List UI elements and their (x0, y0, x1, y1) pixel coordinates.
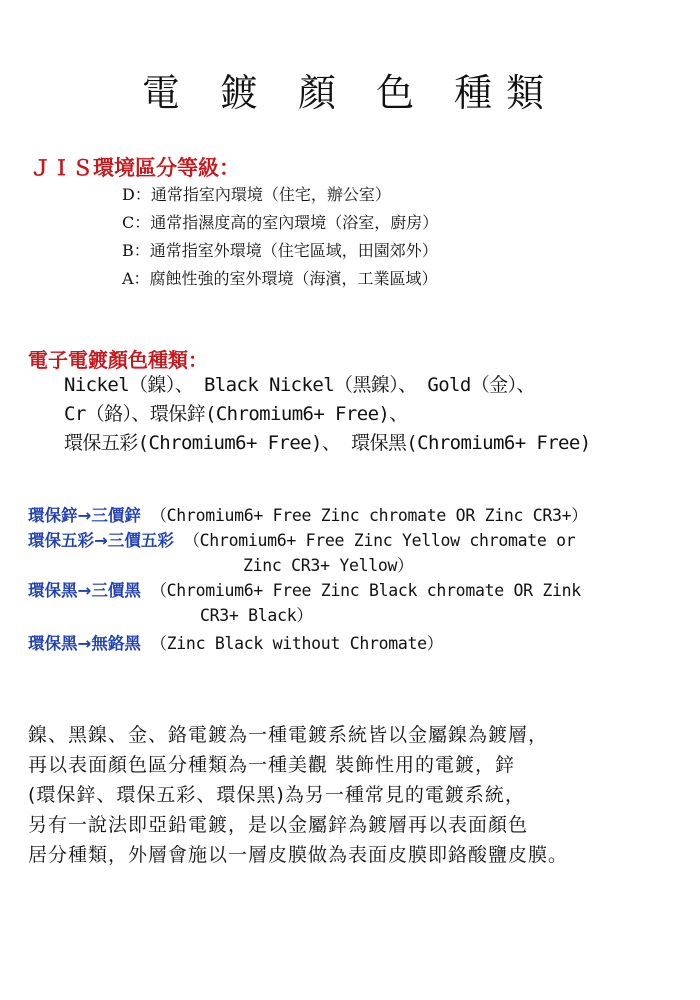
plating-types-line: Cr（鉻）、環保鋅(Chromium6+ Free)、 (64, 403, 408, 425)
mapping-value: （Zinc Black without Chromate） (150, 634, 443, 653)
mapping-row (28, 578, 588, 603)
jis-grade-d: D：通常指室內環境（住宅，辦公室） (122, 185, 391, 204)
jis-grade-list (122, 181, 438, 293)
plating-types-line: 環保五彩(Chromium6+ Free)、 環保黑(Chromium6+ Free) (64, 432, 591, 454)
mapping-row (28, 631, 588, 656)
mapping-key: 環保黑→三價黑 (28, 581, 141, 600)
plating-types-list (64, 371, 591, 458)
mapping-value: （Chromium6+ Free Zinc Black chromate OR Zink (150, 581, 581, 600)
mapping-value: （Chromium6+ Free Zinc chromate OR Zinc CR3+） (150, 506, 588, 525)
mapping-row (28, 528, 588, 553)
jis-grade-c: C：通常指濕度高的室內環境（浴室，廚房） (122, 213, 439, 232)
jis-grade-b: B：通常指室外環境（住宅區域，田園郊外） (122, 241, 438, 260)
description-paragraph (28, 720, 688, 870)
mapping-key: 環保鋅→三價鋅 (28, 506, 141, 525)
plating-types-heading: 電子電鍍顏色種類： (28, 348, 208, 372)
paragraph-line: 鎳、黑鎳、金、鉻電鍍為一種電鍍系統皆以金屬鎳為鍍層， (28, 724, 549, 746)
mapping-value-continuation: CR3+ Black） (200, 606, 313, 625)
jis-heading: ＪＩＳ環境區分等級： (30, 155, 240, 180)
mapping-row (28, 503, 588, 528)
mapping-key: 環保黑→無鉻黑 (28, 634, 141, 653)
plating-types-line: Nickel（鎳）、 Black Nickel（黑鎳）、 Gold（金）、 (64, 374, 535, 396)
mapping-key: 環保五彩→三價五彩 (28, 531, 174, 550)
paragraph-line: 居分種類，外層會施以一層皮膜做為表面皮膜即鉻酸鹽皮膜。 (28, 844, 569, 866)
paragraph-line: 另有一說法即亞鉛電鍍，是以金屬鋅為鍍層再以表面顏色 (28, 814, 529, 836)
mapping-value-continuation: Zinc CR3+ Yellow） (243, 556, 414, 575)
paragraph-line: 再以表面顏色區分種類為一種美觀 裝飾性用的電鍍，鋅 (28, 754, 516, 776)
paragraph-line: (環保鋅、環保五彩、環保黑)為另一種常見的電鍍系統， (28, 784, 525, 806)
page-title: 電 鍍 顏 色 種類 (141, 71, 559, 115)
trivalent-mapping-list (28, 503, 588, 656)
mapping-value: （Chromium6+ Free Zinc Yellow chromate or (183, 531, 576, 550)
jis-grade-a: A：腐蝕性強的室外環境（海濱，工業區域） (122, 269, 438, 288)
